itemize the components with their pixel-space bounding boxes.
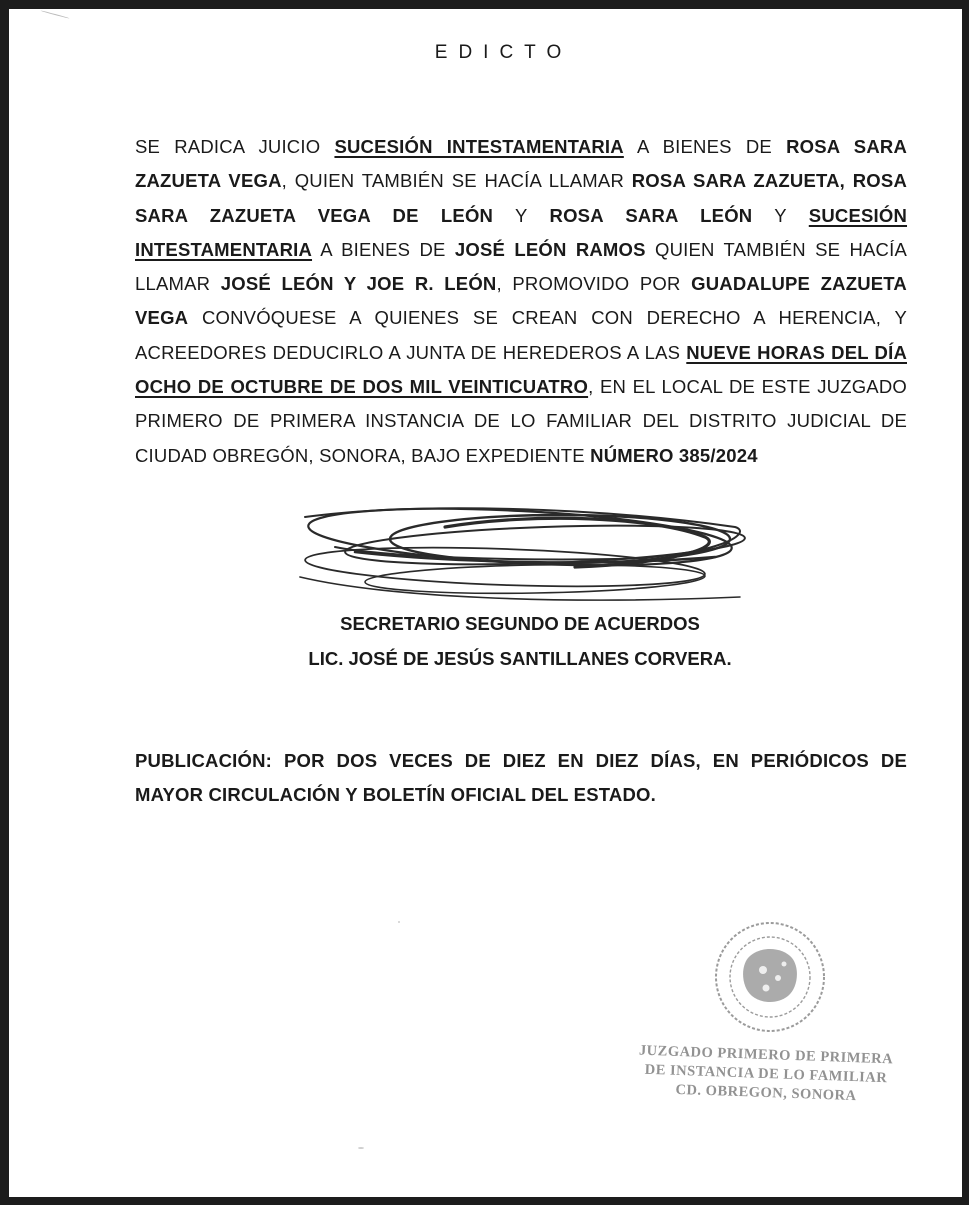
signer-title: SECRETARIO SEGUNDO DE ACUERDOS xyxy=(340,613,700,634)
scan-dot xyxy=(358,1147,364,1149)
edict-body: SE RADICA JUICIO SUCESIÓN INTESTAMENTARIA A BIENES DE ROSA SARA ZAZUETA VEGA, QUIEN TAMBIÉN SE HACÍA LLAMAR ROSA SARA ZAZUETA, ROSA SARA ZAZUETA VEGA DE LEÓN Y ROSA SARA LEÓN Y SUCESIÓN INTESTAMENTARIA A BIENES DE JOSÉ LEÓN RAMOS QUIEN TAMBIÉN SE HACÍA LLAMAR JOSÉ LEÓN Y JOE R. LEÓN, PROMOVIDO POR GUADALUPE ZAZUETA VEGA CONVÓQUESE A QUIENES SE CREAN CON DERECHO A HERENCIA, Y ACREEDORES DEDUCIRLO A JUNTA DE HEREDEROS A LAS NUEVE HORAS DEL DÍA OCHO DE OCTUBRE DE DOS MIL VEINTICUATRO, EN EL LOCAL DE ESTE JUZGADO PRIMERO DE PRIMERA INSTANCIA DE LO FAMILIAR DEL DISTRITO JUDICIAL DE CIUDAD OBREGÓN, SONORA, BAJO EXPEDIENTE NÚMERO 385/2024 xyxy=(135,136,908,466)
stamp-line: JUZGADO PRIMERO DE PRIMERA xyxy=(638,1042,894,1068)
stamp-line: DE INSTANCIA DE LO FAMILIAR xyxy=(644,1061,888,1087)
signer-name: LIC. JOSÉ DE JESÚS SANTILLANES CORVERA. xyxy=(308,648,732,669)
stamp-line: CD. OBREGON, SONORA xyxy=(675,1081,857,1105)
document-title: EDICTO xyxy=(434,42,573,63)
court-stamp xyxy=(636,1042,896,1105)
signature-scribble xyxy=(295,497,760,612)
scan-dot xyxy=(398,921,400,923)
publication-note: PUBLICACIÓN: POR DOS VECES DE DIEZ EN DIEZ DÍAS, EN PERIÓDICOS DE MAYOR CIRCULACIÓN Y BOLETÍN OFICIAL DEL ESTADO. xyxy=(135,750,907,805)
court-seal-icon xyxy=(708,918,834,1036)
